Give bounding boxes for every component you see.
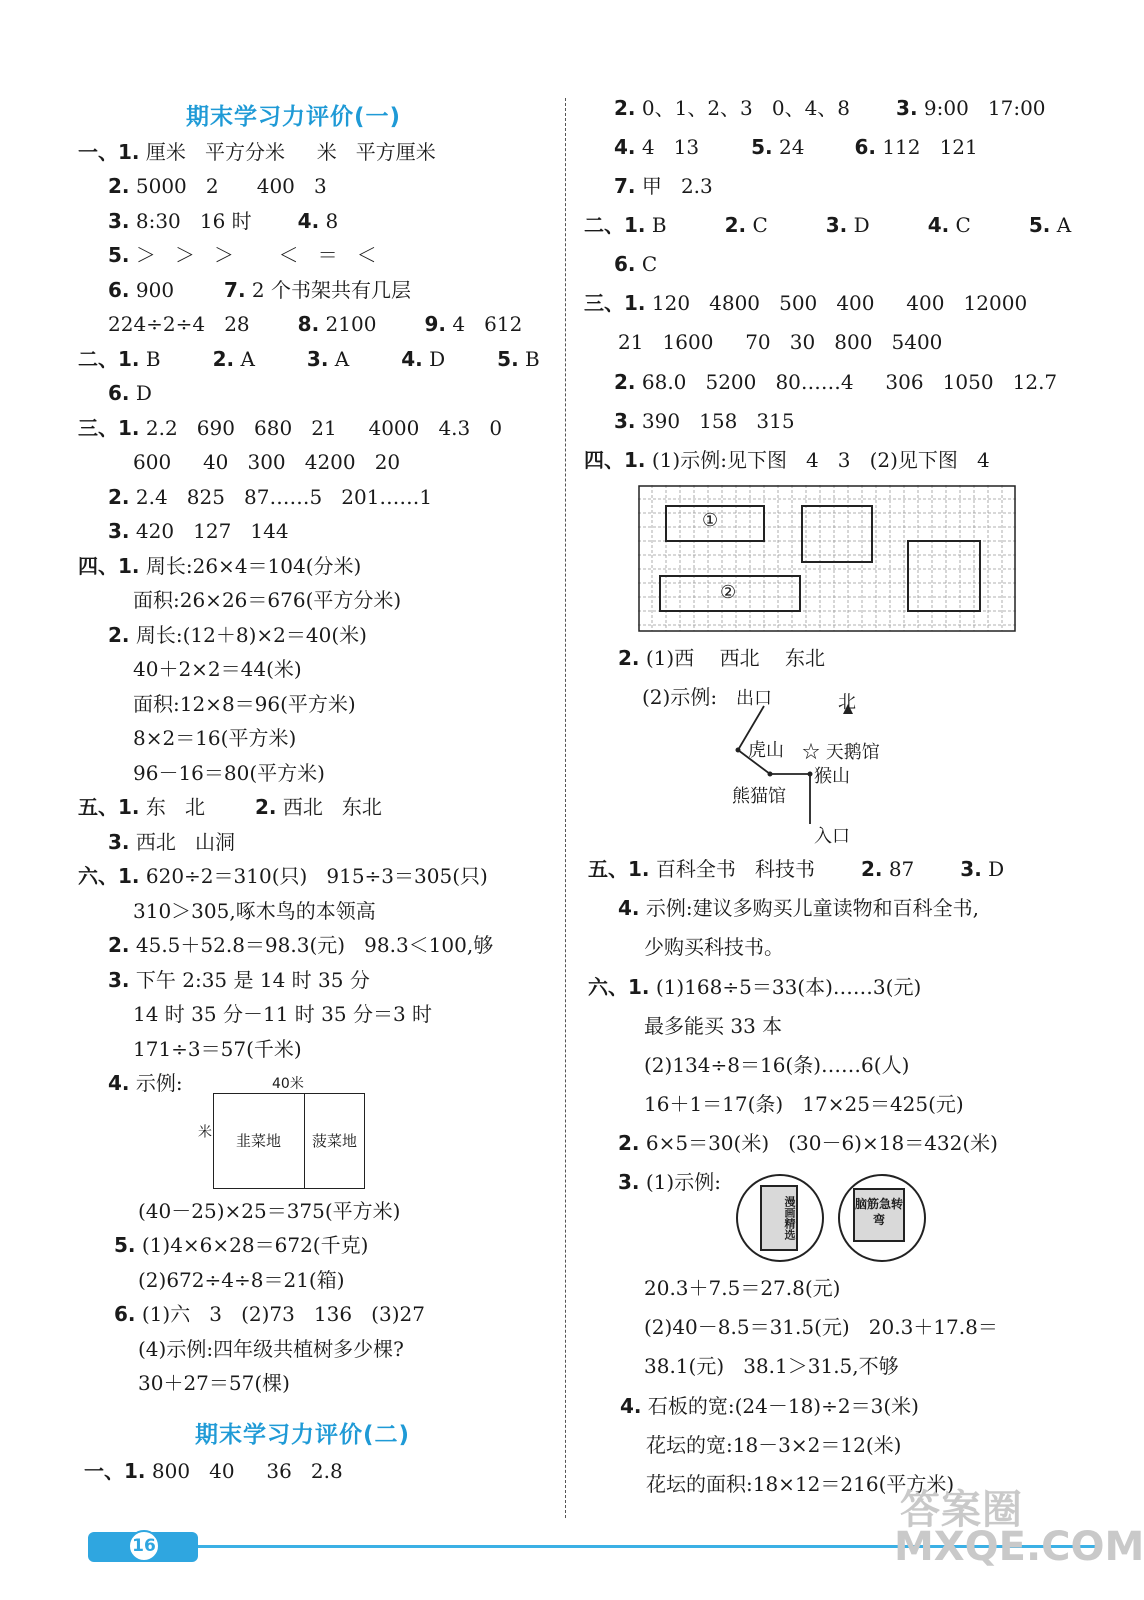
field-width-label: 40米: [272, 1076, 304, 1092]
answer-line: 16＋1＝17(条) 17×25＝425(元): [644, 1092, 964, 1116]
answer-line: 4. 4 13 5. 24 6. 112 121: [614, 135, 978, 159]
answer-line: 224÷2÷4 28 8. 2100 9. 4 612: [108, 312, 523, 336]
answer-line: 21 1600 70 30 800 5400: [618, 330, 943, 354]
vegetable-field-diagram: [213, 1093, 365, 1189]
answer-line: 96－16＝80(平方米): [133, 761, 325, 785]
answer-line: 2. 0、1、2、3 0、4、8 3. 9:00 17:00: [614, 96, 1046, 120]
answer-line: 花坛的面积:18×12＝216(平方米): [646, 1472, 955, 1496]
answer-line: 最多能买 33 本: [644, 1014, 783, 1038]
answer-line: (2)672÷4÷8＝21(箱): [138, 1268, 345, 1292]
comic-book: 漫画精选: [760, 1185, 798, 1251]
section-title-1: 期末学习力评价(一): [186, 104, 402, 130]
answer-line: 面积:26×26＝676(平方分米): [133, 588, 402, 612]
answer-line: 三、1. 2.2 690 680 21 4000 4.3 0: [78, 416, 503, 440]
answer-line: 171÷3＝57(千米): [133, 1037, 302, 1061]
answer-line: 20.3＋7.5＝27.8(元): [644, 1276, 841, 1300]
grid-mark-1: ①: [702, 510, 719, 531]
answer-line: 2. 68.0 5200 80……4 306 1050 12.7: [614, 370, 1058, 394]
answer-line: 二、1. B 2. C 3. D 4. C 5. A: [584, 213, 1072, 237]
page-number: 16: [128, 1530, 160, 1562]
map-exit-label: 出口: [736, 688, 772, 709]
answer-line: 3. 420 127 144: [108, 519, 289, 543]
answer-line: 14 时 35 分－11 时 35 分＝3 时: [133, 1002, 433, 1026]
answer-line: 2. 6×5＝30(米) (30－6)×18＝432(米): [618, 1131, 998, 1155]
answer-line: 面积:12×8＝96(平方米): [133, 692, 356, 716]
answer-line: 2. (1)西 西北 东北: [618, 646, 826, 670]
grid-mark-2: ②: [720, 582, 737, 603]
section-title-2: 期末学习力评价(二): [195, 1422, 411, 1448]
column-divider: [565, 98, 566, 1518]
answer-line: (40－25)×25＝375(平方米): [138, 1199, 401, 1223]
answer-line: 6. 900 7. 2 个书架共有几层: [108, 278, 412, 302]
answer-line: 310＞305,啄木鸟的本领高: [133, 899, 376, 923]
answer-line: 3. 390 158 315: [614, 409, 795, 433]
answer-line: 2. 2.4 825 87……5 201……1: [108, 485, 433, 509]
answer-line: 4. 示例:建议多购买儿童读物和百科全书,: [618, 896, 979, 920]
answer-line: 2. 周长:(12＋8)×2＝40(米): [108, 623, 367, 647]
map-panda-hall-label: 熊猫馆: [732, 786, 786, 807]
answer-line: 3. 下午 2:35 是 14 时 35 分: [108, 968, 370, 992]
answer-line: 4. 示例:: [108, 1071, 183, 1095]
leek-plot-label: 韭菜地: [236, 1132, 282, 1150]
answer-line: 6. (1)六 3 (2)73 136 (3)27: [114, 1302, 425, 1326]
map-tiger-hill-label: 虎山: [748, 740, 784, 761]
answer-line: (2)134÷8＝16(条)……6(人): [644, 1053, 910, 1077]
answer-line: (2)40－8.5＝31.5(元) 20.3＋17.8＝: [644, 1315, 998, 1339]
answer-line: 6. C: [614, 252, 658, 276]
answer-line: 花坛的宽:18－3×2＝12(米): [646, 1433, 902, 1457]
grid-diagram: [638, 485, 1018, 633]
answer-line: 3. (1)示例:: [618, 1170, 721, 1194]
answer-line: 2. 5000 2 400 3: [108, 174, 327, 198]
answer-line: 30＋27＝57(棵): [138, 1371, 290, 1395]
map-north-label: 北: [838, 692, 856, 713]
answer-line: (4)示例:四年级共植树多少棵?: [138, 1337, 404, 1361]
answer-line: 8×2＝16(平方米): [133, 726, 297, 750]
answer-line: 40＋2×2＝44(米): [133, 657, 302, 681]
map-entrance-label: 入口: [814, 826, 850, 847]
answer-line: (2)示例:: [642, 685, 718, 709]
answer-line: 一、1. 800 40 36 2.8: [84, 1459, 343, 1483]
answer-line: 5. (1)4×6×28＝672(千克): [114, 1233, 369, 1257]
answer-line: 二、1. B 2. A 3. A 4. D 5. B: [78, 347, 540, 371]
answer-line: 3. 8:30 16 时 4. 8: [108, 209, 339, 233]
watermark: 答案圈 MXQE.COM: [894, 1487, 1144, 1570]
answer-line: 五、1. 百科全书 科技书 2. 87 3. D: [588, 857, 1005, 881]
answer-line: 六、1. (1)168÷5＝33(本)……3(元): [588, 975, 922, 999]
answer-line: 五、1. 东 北 2. 西北 东北: [78, 795, 382, 819]
answer-line: 5. ＞ ＞ ＞ ＜ ＝ ＜: [108, 243, 377, 267]
map-monkey-hill-label: 猴山: [814, 766, 850, 787]
answer-line: 四、1. 周长:26×4＝104(分米): [78, 554, 362, 578]
brain-teaser-book: 脑筋急转弯: [853, 1188, 905, 1242]
answer-line: 7. 甲 2.3: [614, 174, 713, 198]
answer-line: 6. D: [108, 381, 152, 405]
field-height-label: 米: [196, 1124, 212, 1138]
answer-line: 四、1. (1)示例:见下图 4 3 (2)见下图 4: [584, 448, 990, 472]
answer-line: 三、1. 120 4800 500 400 400 12000: [584, 291, 1028, 315]
answer-line: 少购买科技书。: [644, 935, 784, 959]
answer-line: 600 40 300 4200 20: [133, 450, 401, 474]
answer-line: 38.1(元) 38.1＞31.5,不够: [644, 1354, 899, 1378]
book-circle-1: [736, 1174, 824, 1262]
answer-line: 2. 45.5＋52.8＝98.3(元) 98.3＜100,够: [108, 933, 494, 957]
answer-line: 六、1. 620÷2＝310(只) 915÷3＝305(只): [78, 864, 488, 888]
answer-line: 3. 西北 山洞: [108, 830, 235, 854]
answer-line: 一、1. 厘米 平方分米 米 平方厘米: [78, 140, 436, 164]
book-circle-2: [838, 1174, 926, 1262]
answer-line: 4. 石板的宽:(24－18)÷2＝3(米): [620, 1394, 919, 1418]
spinach-plot-label: 菠菜地: [312, 1132, 358, 1150]
map-swan-hall-label: ☆ 天鹅馆: [802, 742, 880, 763]
